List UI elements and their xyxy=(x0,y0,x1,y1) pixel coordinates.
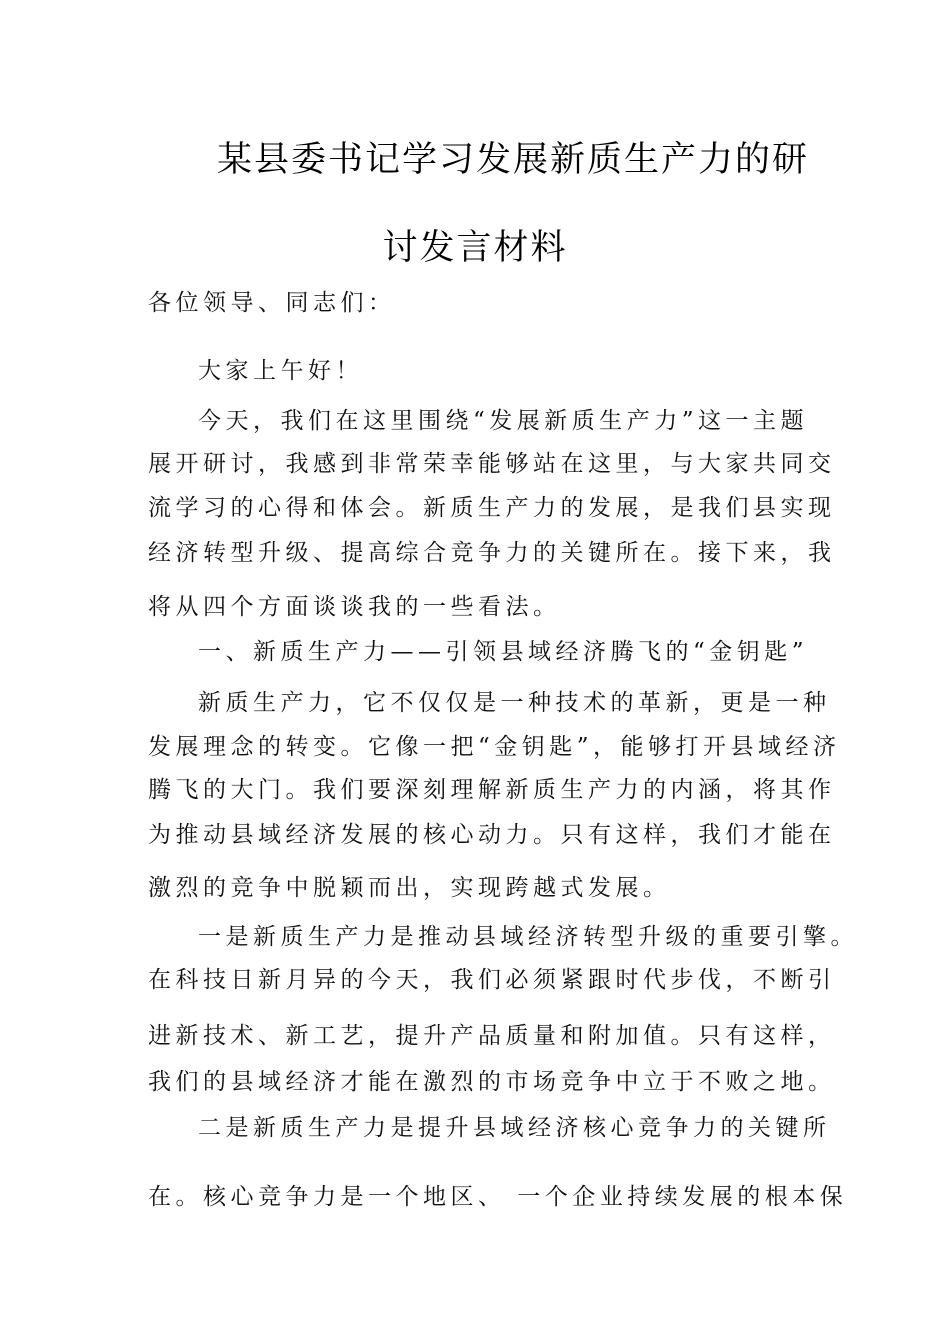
salutation: 各位领导、同志们： xyxy=(148,290,396,316)
body-line: 腾飞的大门。我们要深刻理解新质生产力的内涵，将其作 xyxy=(148,777,836,803)
body-line: 二是新质生产力是提升县域经济核心竞争力的关键所 xyxy=(198,1115,831,1141)
body-line: 流学习的心得和体会。新质生产力的发展，是我们县实现 xyxy=(148,495,836,521)
body-line: 在。核心竞争力是一个地区、 一个企业持续发展的根本保 xyxy=(148,1184,848,1210)
greeting: 大家上午好！ xyxy=(198,358,363,384)
body-line: 一是新质生产力是推动县域经济转型升级的重要引擎。 xyxy=(198,924,858,950)
body-line: 发展理念的转变。它像一把“金钥匙”，能够打开县域经济 xyxy=(148,734,841,760)
body-line: 我们的县域经济才能在激烈的市场竞争中立于不败之地。 xyxy=(148,1069,836,1095)
body-line: 在科技日新月异的今天，我们必须紧跟时代步伐，不断引 xyxy=(148,967,836,993)
body-line: 为推动县域经济发展的核心动力。只有这样，我们才能在 xyxy=(148,822,836,848)
body-line: 进新技术、新工艺，提升产品质量和附加值。只有这样， xyxy=(148,1023,836,1049)
section-heading-1: 一、新质生产力——引领县域经济腾飞的“金钥匙” xyxy=(198,639,809,665)
body-line: 展开研讨，我感到非常荣幸能够站在这里，与大家共同交 xyxy=(148,451,836,477)
body-line: 经济转型升级、提高综合竞争力的关键所在。接下来，我 xyxy=(148,540,836,566)
body-line: 将从四个方面谈谈我的一些看法。 xyxy=(148,594,561,620)
document-title-line-1: 某县委书记学习发展新质生产力的研 xyxy=(216,140,809,180)
body-line: 激烈的竞争中脱颖而出，实现跨越式发展。 xyxy=(148,875,671,901)
body-line: 今天，我们在这里围绕“发展新质生产力”这一主题 xyxy=(198,408,809,434)
document-title-line-2: 讨发言材料 xyxy=(382,228,568,268)
body-line: 新质生产力，它不仅仅是一种技术的革新，更是一种 xyxy=(198,690,831,716)
